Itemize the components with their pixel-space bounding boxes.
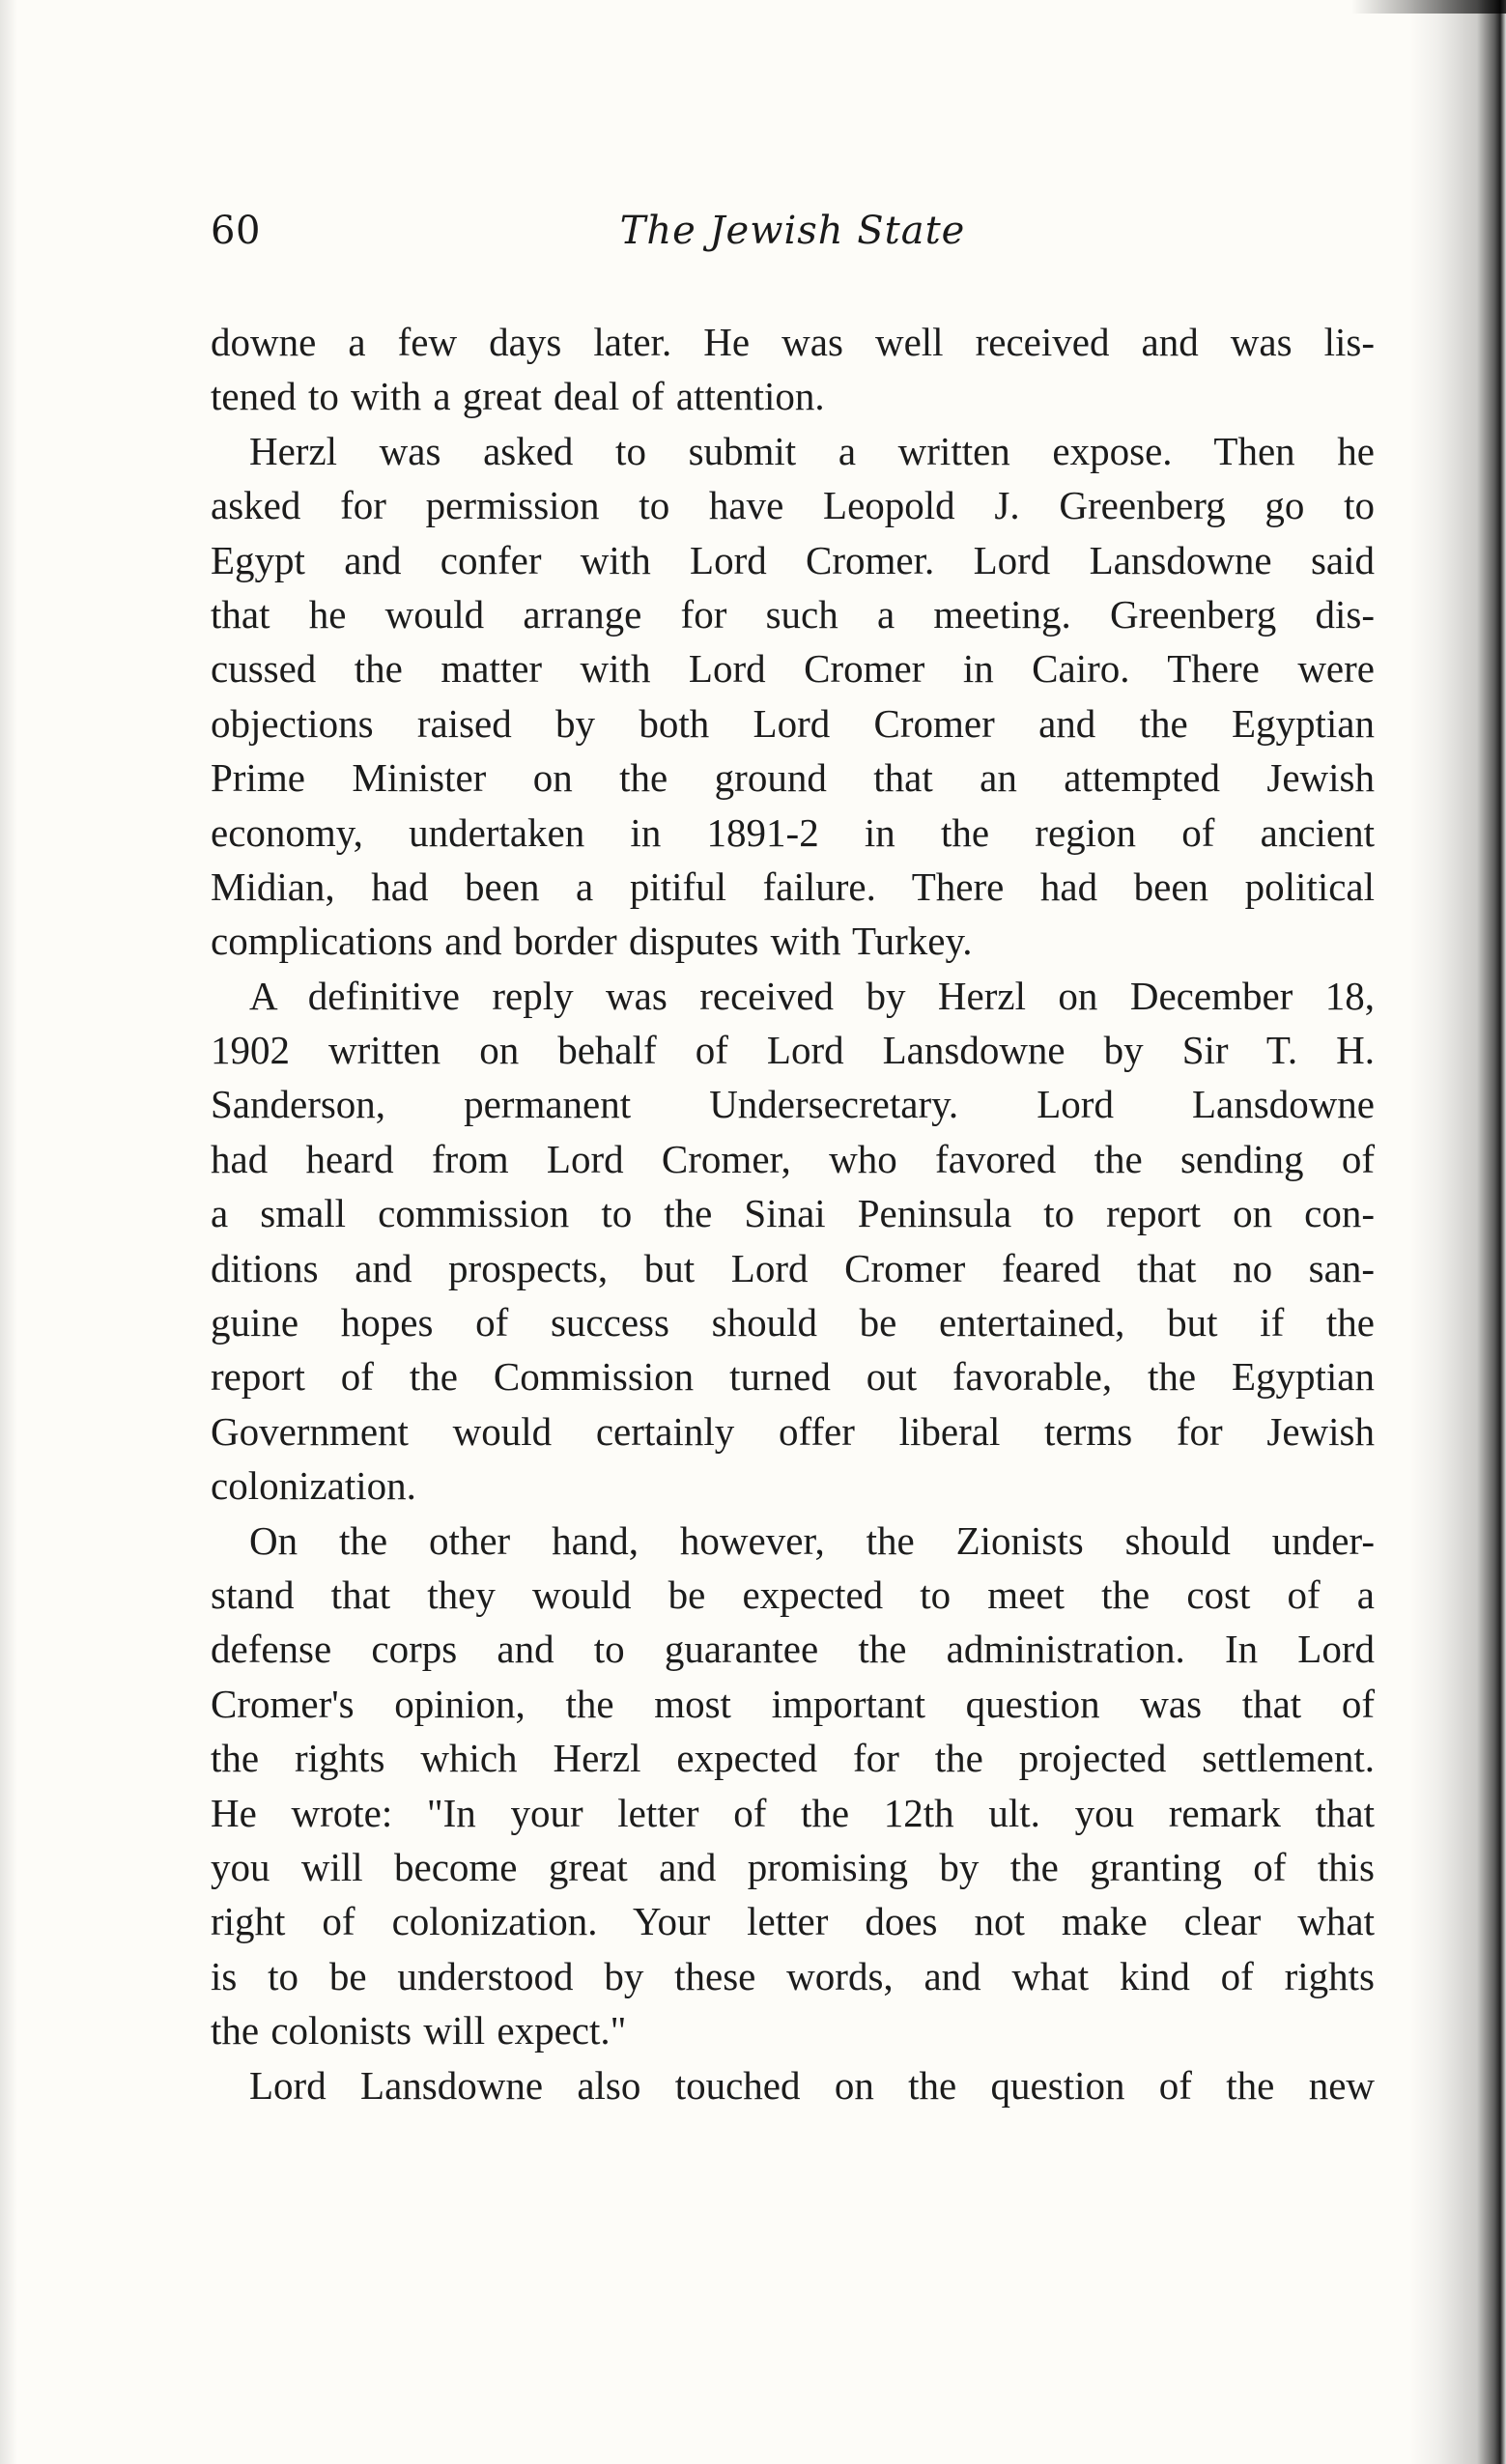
text-line: that he would arrange for such a meeting. Greenberg dis-	[211, 591, 1375, 637]
text-line: asked for permission to have Leopold J. Greenberg go to	[211, 483, 1375, 528]
text-line: report of the Commission turned out favorable, the Egyptian	[211, 1354, 1375, 1400]
text-line: guine hopes of success should be entertained, but if the	[211, 1300, 1375, 1345]
text-line: right of colonization. Your letter does not make clear what	[211, 1899, 1375, 1944]
text-line: Prime Minister on the ground that an attempted Jewish	[211, 755, 1375, 801]
text-line: 1902 written on behalf of Lord Lansdowne by Sir T. H.	[211, 1028, 1375, 1073]
text-line: you will become great and promising by the granting of this	[211, 1844, 1375, 1889]
paragraph	[211, 969, 1375, 1514]
text-line: the colonists will expect."	[211, 2008, 627, 2053]
text-line: Sanderson, permanent Undersecretary. Lord Lansdowne	[211, 1082, 1375, 1127]
scan-top-corner-shadow	[1351, 0, 1506, 14]
paragraph	[211, 2058, 1375, 2112]
text-line: had heard from Lord Cromer, who favored the sending of	[211, 1136, 1375, 1181]
text-line: economy, undertaken in 1891-2 in the region of ancient	[211, 809, 1375, 855]
text-line: colonization.	[211, 1463, 416, 1509]
paragraph	[211, 315, 1375, 424]
running-title: The Jewish State	[619, 209, 966, 253]
text-line: defense corps and to guarantee the administration. In Lord	[211, 1627, 1375, 1672]
text-line: Government would certainly offer liberal terms for Jewish	[211, 1408, 1375, 1454]
text-line: Cromer's opinion, the most important question was that of	[211, 1681, 1375, 1726]
text-line: cussed the matter with Lord Cromer in Cairo. There were	[211, 646, 1375, 692]
text-line: complications and border disputes with Turkey.	[211, 919, 973, 964]
page-number: 60	[211, 209, 261, 253]
text-line: Midian, had been a pitiful failure. There had been political	[211, 864, 1375, 909]
text-line: a small commission to the Sinai Peninsula to report on con-	[211, 1191, 1375, 1236]
text-line: the rights which Herzl expected for the projected settlement.	[211, 1736, 1375, 1781]
paragraph	[211, 1514, 1375, 2058]
text-line: Egypt and confer with Lord Cromer. Lord Lansdowne said	[211, 537, 1375, 582]
body-text	[211, 315, 1375, 2112]
text-line: tened to with a great deal of attention.	[211, 374, 825, 419]
binding-shadow	[1409, 0, 1506, 2464]
text-line: objections raised by both Lord Cromer and the Egyptian	[211, 700, 1375, 746]
text-line: On the other hand, however, the Zionists should under-	[249, 1517, 1375, 1563]
text-line: Lord Lansdowne also touched on the question of the new	[249, 2062, 1375, 2108]
text-line: is to be understood by these words, and what kind of rights	[211, 1953, 1375, 1998]
paragraph	[211, 424, 1375, 969]
text-line: He wrote: "In your letter of the 12th ult. you remark that	[211, 1790, 1375, 1835]
text-line: downe a few days later. He was well received and was lis-	[211, 320, 1375, 364]
text-line: A definitive reply was received by Herzl on December 18,	[249, 973, 1375, 1018]
text-line: ditions and prospects, but Lord Cromer feared that no san-	[211, 1245, 1375, 1290]
text-line: stand that they would be expected to meet the cost of a	[211, 1572, 1375, 1617]
running-header	[211, 209, 1375, 267]
text-line: Herzl was asked to submit a written expose. Then he	[249, 428, 1375, 473]
scan-left-edge	[0, 0, 17, 2464]
